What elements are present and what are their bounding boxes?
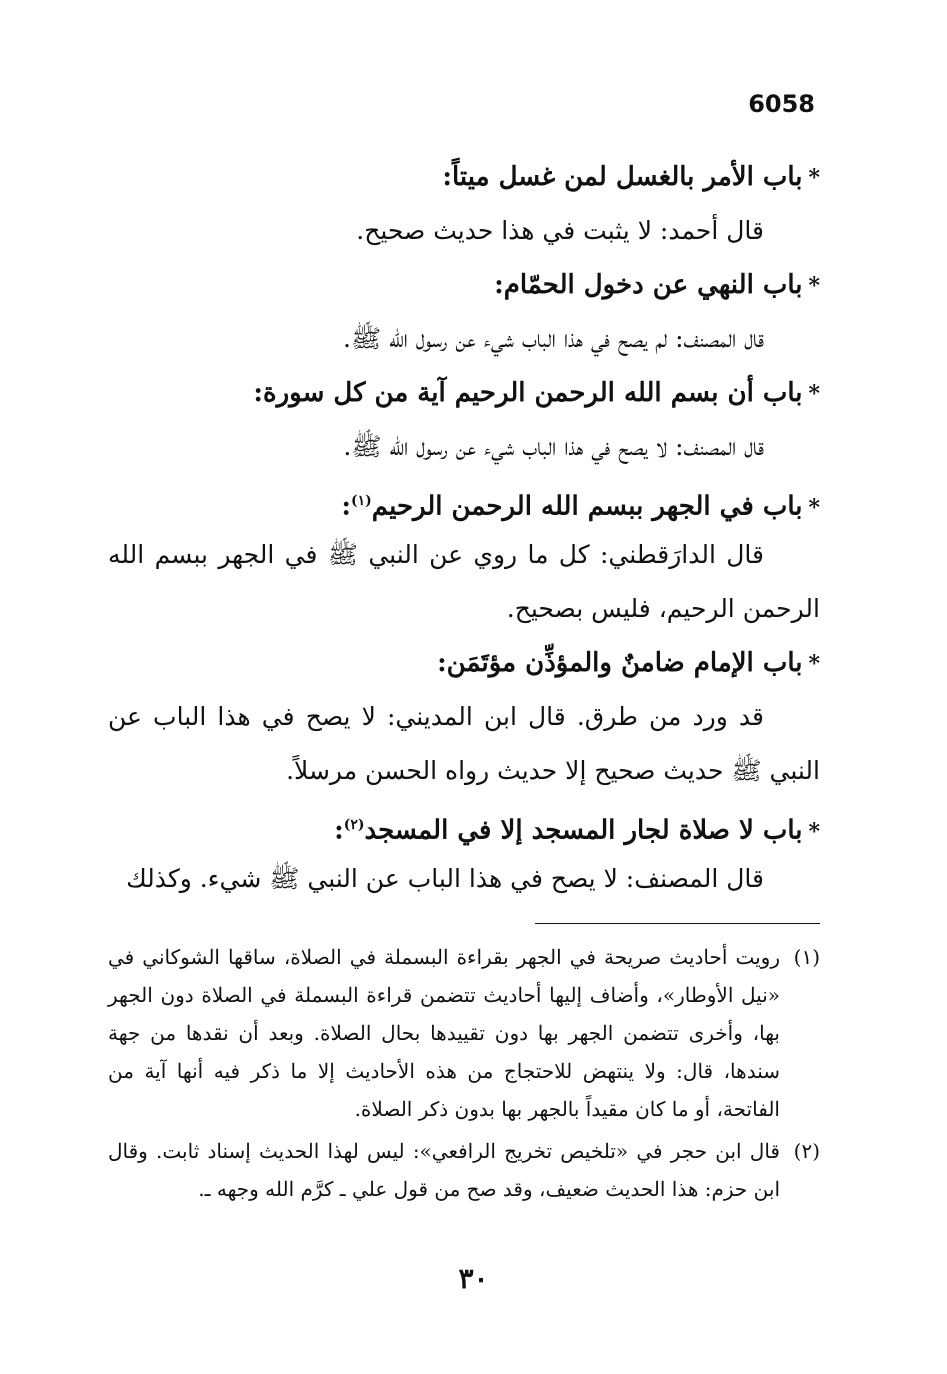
footnotes [108, 938, 820, 1212]
footnote-number: (١) [793, 945, 820, 969]
section-text: قد ورد من طرق. قال ابن المديني: لا يصح في هذا الباب عن النبي ﷺ حديث صحيح إلا حديث رواه الحسن مرسلاً. [108, 702, 820, 785]
footnote-ref: (٢) [343, 817, 365, 833]
star-bullet: * [808, 651, 820, 677]
section-heading: *باب أن بسم الله الرحمن الرحيم آية من كل سورة: [253, 378, 820, 408]
section-heading: *باب النهي عن دخول الحمّام: [494, 270, 820, 300]
section-text: قال المصنف: لا يصح في هذا الباب عن النبي ﷺ شيء. وكذلك [126, 864, 764, 893]
footnote-text: قال ابن حجر في «تلخيص تخريج الرافعي»: ليس لهذا الحديث إسناد ثابت. وقال ابن حزم: هذا الحديث ضعيف، وقد صح من قول علي ـ كرَّم الله وجهه ـ. [108, 1139, 780, 1201]
footnote-ref: (١) [351, 493, 372, 509]
section-text: قال أحمد: لا يثبت في هذا حديث صحيح. [356, 216, 764, 245]
footnote-text: رويت أحاديث صريحة في الجهر بقراءة البسملة في الصلاة، ساقها الشوكاني في «نيل الأوطار»، وأضاف إليها أحاديث تتضمن قراءة البسملة في الصلاة دون الجهر بها، وأخرى تتضمن الجهر بها دون تقييدها بحال الصلاة. وبعد أن نقدها من جهة سندها، قال: ولا ينتهض للاحتجاج من هذه الأحاديث إلا ما ذكر فيه أنها آية من الفاتحة، أو ما كان مقيداً بالجهر بها بدون ذكر الصلاة. [108, 945, 780, 1121]
page-id: 6058 [748, 90, 815, 118]
star-bullet: * [808, 165, 820, 191]
footnote [108, 1132, 820, 1208]
section-text: قال المصنف: لا يصح في هذا الباب شيء عن رسول الله ﷺ. [343, 432, 764, 461]
section-heading: *باب الأمر بالغسل لمن غسل ميتاً: [442, 162, 820, 192]
section-heading: *باب في الجهر ببسم الله الرحمن الرحيم$^{(١)}$: [341, 491, 820, 522]
star-bullet: * [808, 818, 820, 845]
star-bullet: * [808, 494, 820, 521]
section-text: قال المصنف: لم يصح في هذا الباب شيء عن رسول الله ﷺ. [343, 324, 764, 353]
footnote-number: (٢) [793, 1139, 820, 1163]
main-text [108, 150, 820, 906]
footnote [108, 938, 820, 1128]
section-text: قال الدارَقطني: كل ما روي عن النبي ﷺ في الجهر ببسم الله الرحمن الرحيم، فليس بصحيح. [108, 540, 820, 623]
page-number: ٣٠ [458, 1262, 489, 1295]
footnote-divider [535, 923, 820, 924]
star-bullet: * [808, 273, 820, 299]
star-bullet: * [808, 381, 820, 407]
section-heading: *باب لا صلاة لجار المسجد إلا في المسجد$^{(٢)}$: [334, 815, 820, 846]
section-heading: *باب الإمام ضامنٌ والمؤذِّن مؤتَمَن: [437, 648, 820, 678]
